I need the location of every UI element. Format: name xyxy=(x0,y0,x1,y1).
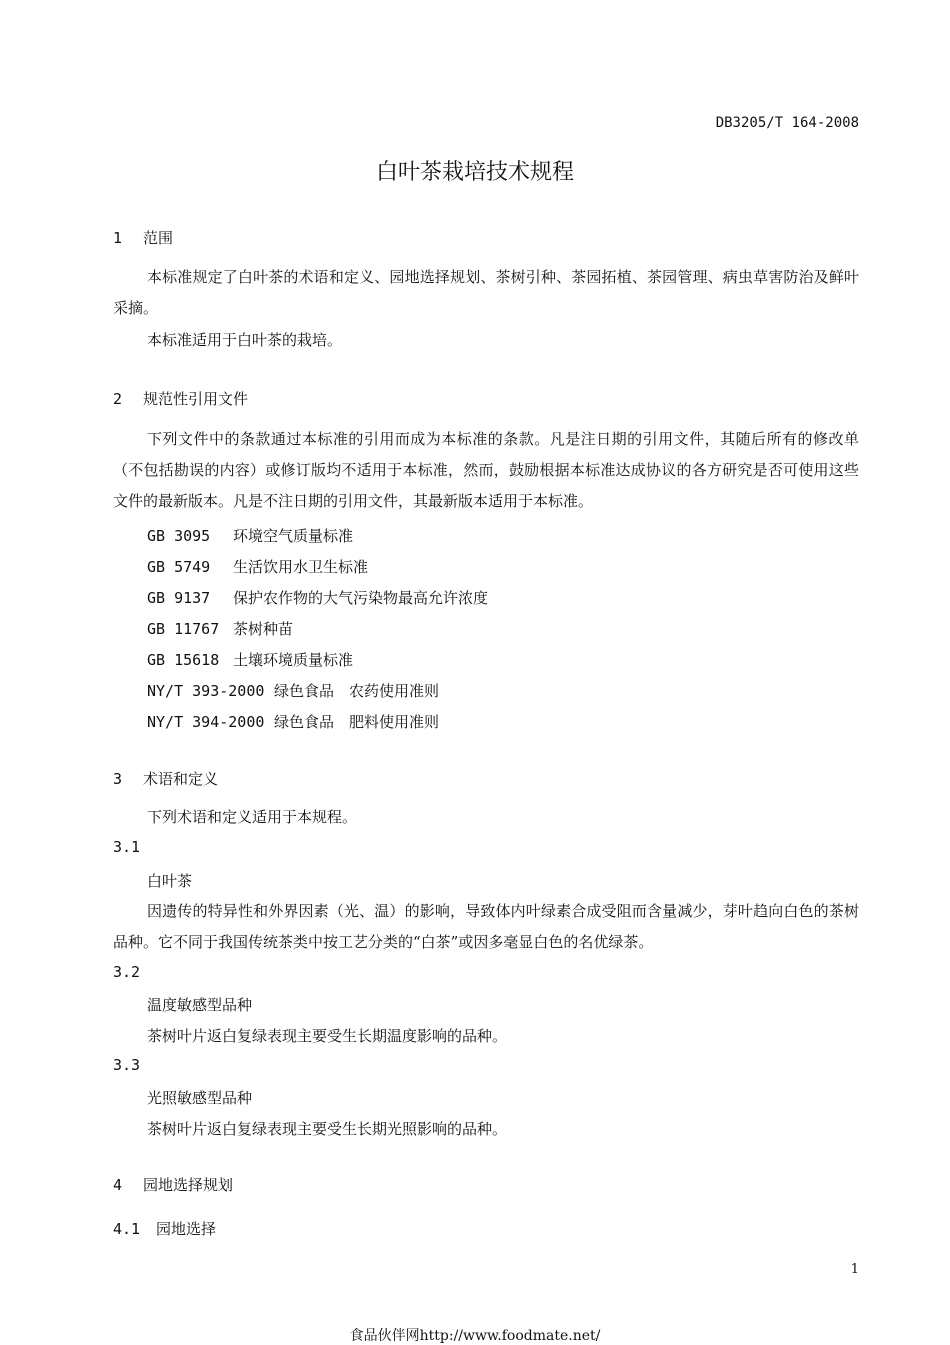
subsection-4-1-heading xyxy=(113,1218,216,1239)
reference-code: GB 11767 xyxy=(147,620,220,638)
term-definition: 因遗传的特异性和外界因素（光、温）的影响，导致体内叶绿素合成受阻而含量减少，芽叶趋向白色的茶树品种。它不同于我国传统茶类中按工艺分类的“白茶”或因多毫显白色的名优绿茶。 xyxy=(113,902,859,951)
reference-code: NY/T 393-2000 xyxy=(147,682,265,700)
reference-title: 绿色食品 农药使用准则 xyxy=(274,682,440,700)
term-number: 3.2 xyxy=(113,963,141,981)
reference-code: NY/T 394-2000 xyxy=(147,713,265,731)
reference-code: GB 5749 xyxy=(147,558,211,576)
paragraph: 本标准适用于白叶茶的栽培。 xyxy=(147,331,343,349)
reference-title: 土壤环境质量标准 xyxy=(233,651,354,669)
term-number: 3.3 xyxy=(113,1056,141,1074)
page-number: 1 xyxy=(850,1262,859,1277)
reference-item xyxy=(147,680,439,701)
term-number: 3.1 xyxy=(113,838,141,856)
reference-title: 绿色食品 肥料使用准则 xyxy=(274,713,440,731)
doc-code: DB3205/T 164-2008 xyxy=(715,115,859,131)
reference-item xyxy=(147,587,488,608)
subsection-title: 园地选择 xyxy=(156,1220,217,1238)
section-title: 规范性引用文件 xyxy=(143,390,249,408)
section-title: 园地选择规划 xyxy=(143,1176,234,1194)
section-3-heading xyxy=(113,768,218,789)
reference-code: GB 15618 xyxy=(147,651,220,669)
section-number: 2 xyxy=(113,390,123,408)
section-number: 3 xyxy=(113,770,123,788)
reference-title: 保护农作物的大气污染物最高允许浓度 xyxy=(233,589,489,607)
section-2-heading xyxy=(113,388,248,409)
section-4-heading xyxy=(113,1174,233,1195)
reference-item xyxy=(147,525,353,546)
term-name: 白叶茶 xyxy=(147,872,193,890)
reference-item xyxy=(147,649,353,670)
section-number: 4 xyxy=(113,1176,123,1194)
reference-code: GB 9137 xyxy=(147,589,211,607)
section-1-heading xyxy=(113,227,173,248)
reference-item xyxy=(147,711,439,732)
reference-item xyxy=(147,556,368,577)
reference-title: 环境空气质量标准 xyxy=(233,527,354,545)
reference-item xyxy=(147,618,293,639)
page-title: 白叶茶栽培技术规程 xyxy=(375,160,574,185)
reference-code: GB 3095 xyxy=(147,527,211,545)
reference-title: 茶树种苗 xyxy=(233,620,294,638)
paragraph: 下列文件中的条款通过本标准的引用而成为本标准的条款。凡是注日期的引用文件，其随后所有的修改单（不包括勘误的内容）或修订版均不适用于本标准，然而，鼓励根据本标准达成协议的各方研究是否可使用这些文件的最新版本。凡是不注日期的引用文件，其最新版本适用于本标准。 xyxy=(113,430,859,510)
subsection-number: 4.1 xyxy=(113,1220,141,1238)
term-definition: 茶树叶片返白复绿表现主要受生长期光照影响的品种。 xyxy=(147,1120,508,1138)
paragraph: 本标准规定了白叶茶的术语和定义、园地选择规划、茶树引种、茶园拓植、茶园管理、病虫草害防治及鲜叶采摘。 xyxy=(113,268,859,317)
term-name: 光照敏感型品种 xyxy=(147,1089,253,1107)
term-definition: 茶树叶片返白复绿表现主要受生长期温度影响的品种。 xyxy=(147,1027,508,1045)
term-name: 温度敏感型品种 xyxy=(147,996,253,1014)
reference-title: 生活饮用水卫生标准 xyxy=(233,558,369,576)
section-title: 范围 xyxy=(143,229,174,247)
section-number: 1 xyxy=(113,229,123,247)
paragraph: 下列术语和定义适用于本规程。 xyxy=(147,808,358,826)
footer-watermark[interactable]: 食品伙伴网http://www.foodmate.net/ xyxy=(349,1328,601,1344)
section-title: 术语和定义 xyxy=(143,770,219,788)
